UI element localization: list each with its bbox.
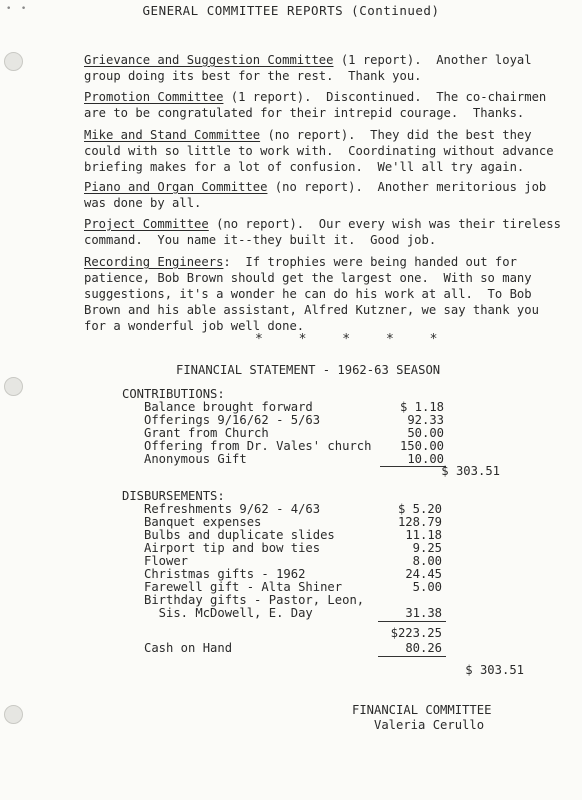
contributions-total: $ 303.51 [441,464,500,478]
contribution-amount: 150.00 [399,439,444,453]
punch-hole [4,705,23,724]
contribution-amount: 10.00 [407,452,444,466]
disbursement-amount: 128.79 [397,515,442,529]
corner-marks: • • [6,4,29,14]
disbursement-label: Farewell gift - Alta Shiner [144,580,343,594]
signature-committee: FINANCIAL COMMITTEE [352,703,492,717]
disbursement-label: Christmas gifts - 1962 [144,567,306,581]
section-separator: * * * * * [255,332,452,347]
disbursement-label: Flower [144,554,189,568]
report-name: Project Committee [84,217,209,231]
report-name: Grievance and Suggestion Committee [84,53,334,67]
disbursements-heading: DISBURSEMENTS: [122,489,225,503]
report-name: Recording Engineers [84,255,224,269]
cash-on-hand-label: Cash on Hand [144,641,233,655]
report-promotion: Promotion Committee (1 report). Discontinued. The co-chairmen are to be congratulated for their intrepid courage. Thanks. [84,90,547,120]
report-piano-organ: Piano and Organ Committee (no report). Another meritorious job was done by all. [84,180,547,210]
disbursement-amount: 9.25 [412,541,442,555]
contribution-label: Offerings 9/16/62 - 5/63 [144,413,321,427]
contribution-label: Offering from Dr. Vales' church [144,439,372,453]
page-title: GENERAL COMMITTEE REPORTS (Continued) [142,3,440,18]
report-name: Mike and Stand Committee [84,128,261,142]
disbursement-amount: 24.45 [405,567,442,581]
disbursement-label: Bulbs and duplicate slides [144,528,335,542]
disbursement-amount: 8.00 [412,554,442,568]
report-grievance: Grievance and Suggestion Committee (1 report). Another loyal group doing its best for the rest. Thank you. [84,53,532,83]
report-name: Piano and Organ Committee [84,180,268,194]
disbursement-label: Sis. McDowell, E. Day [144,606,313,620]
financial-title: FINANCIAL STATEMENT - 1962-63 SEASON [176,363,441,377]
report-mike-stand: Mike and Stand Committee (no report). They did the best they could with so little to work with. Coordinating without advance briefing makes for a lot of confusion. We'll all try again. [84,128,554,174]
contributions-heading: CONTRIBUTIONS: [122,387,225,401]
report-name: Promotion Committee [84,90,224,104]
disbursement-label: Birthday gifts - Pastor, Leon, [144,593,365,607]
total-rule [378,656,446,657]
disbursement-amount: 5.00 [412,580,442,594]
disbursement-label: Airport tip and bow ties [144,541,321,555]
contribution-amount: 50.00 [407,426,444,440]
disbursement-label: Banquet expenses [144,515,262,529]
contribution-amount: 92.33 [407,413,444,427]
contribution-label: Balance brought forward [144,400,313,414]
disbursement-amount: 11.18 [405,528,442,542]
disbursement-amount: 31.38 [405,606,442,620]
signature-name: Valeria Cerullo [374,718,485,732]
contribution-label: Grant from Church [144,426,269,440]
contribution-label: Anonymous Gift [144,452,247,466]
disbursement-label: Refreshments 9/62 - 4/63 [144,502,321,516]
subtotal-rule [378,621,446,622]
contribution-amount: $ 1.18 [399,400,444,414]
disbursement-amount: $ 5.20 [397,502,442,516]
punch-hole [4,377,23,396]
cash-on-hand-amount: 80.26 [405,641,442,655]
report-project: Project Committee (no report). Our every wish was their tireless command. You name it--they built it. Good job. [84,217,561,247]
punch-hole [4,52,23,71]
report-recording: Recording Engineers: If trophies were being handed out for patience, Bob Brown should get the largest one. With so many suggestions, it's a wonder he can do his work at all. To Bob Brown and his able assistant, Alfred Kutzner, we say thank you for a wonderful job well done. [84,255,539,333]
grand-total: $ 303.51 [465,663,524,677]
disbursements-subtotal: $223.25 [390,626,442,640]
